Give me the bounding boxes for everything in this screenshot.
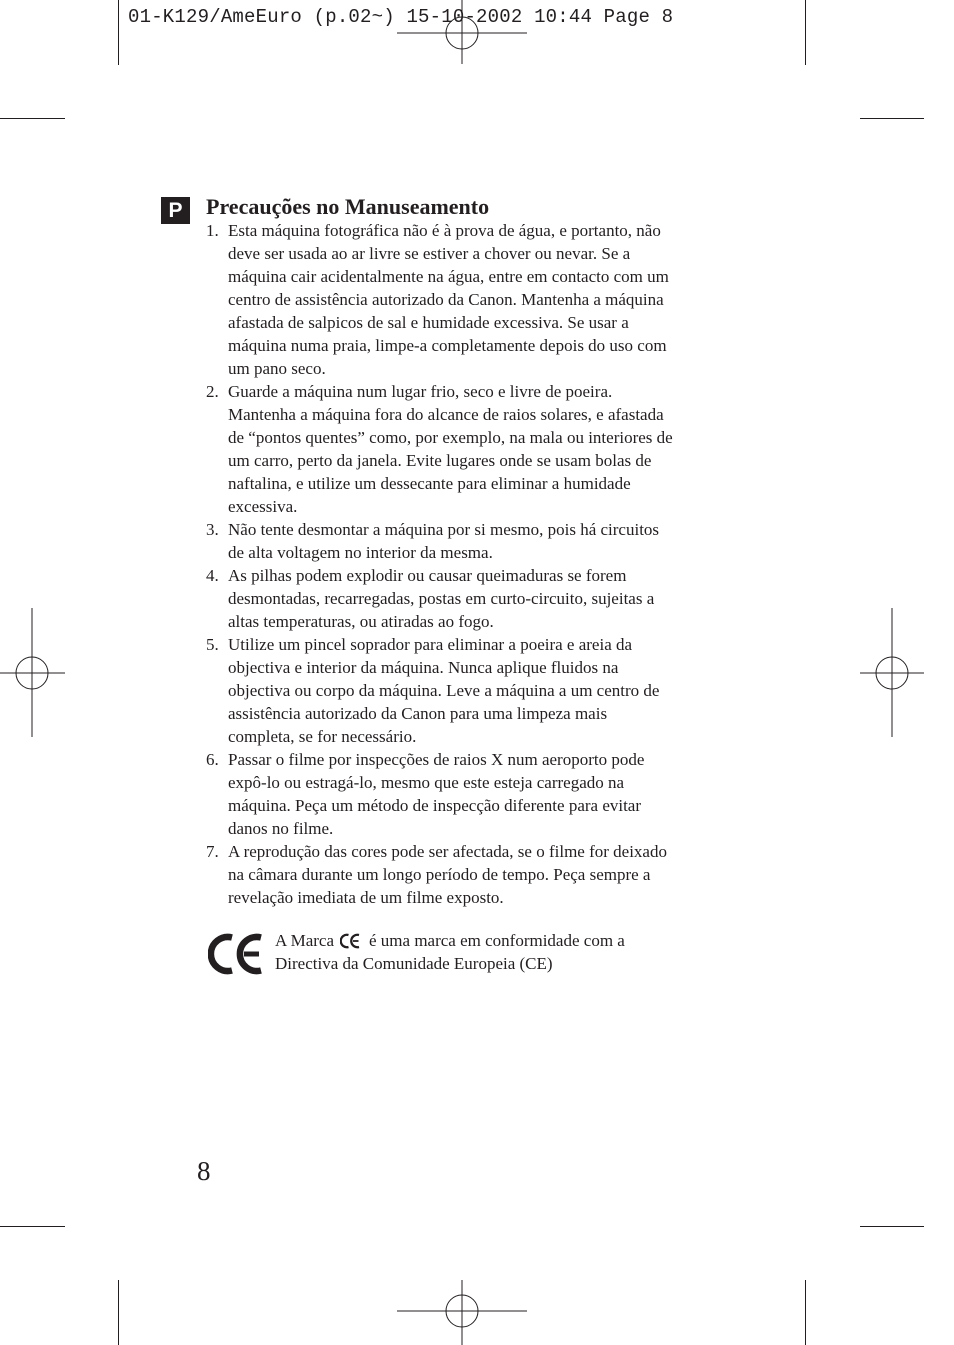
list-item: [206, 748, 736, 840]
page-number: 8: [197, 1156, 211, 1186]
list-item-number: 6.: [206, 750, 219, 769]
list-item: [206, 380, 736, 518]
list-item-text-line: Não tente desmontar a máquina por si mesmo, pois há circuitos: [228, 520, 660, 539]
list-item-number: 4.: [206, 566, 219, 585]
list-item-text-line: Utilize um pincel soprador para eliminar a poeira e areia da: [228, 635, 633, 654]
list-item-number: 5.: [206, 635, 219, 654]
list-item-text-line: na câmara durante um longo período de tempo. Peça sempre a: [228, 865, 651, 884]
crosshair-circle-icon: [860, 608, 924, 737]
list-item-text-line: afastada de salpicos de sal e humidade excessiva. Se usar a: [228, 313, 629, 332]
ce-mark-icon: [208, 933, 265, 975]
list-item-text-line: assistência autorizado da Canon para uma limpeza mais: [228, 704, 608, 723]
list-item-number: 3.: [206, 520, 219, 539]
list-item-text-line: naftalina, e utilize um dessecante para eliminar a humidade: [228, 474, 631, 493]
list-item-text-line: expô-lo ou estragá-lo, mesmo que este esteja carregado na: [228, 773, 625, 792]
list-item-text-line: Esta máquina fotográfica não é à prova de água, e portanto, não: [228, 221, 661, 240]
list-item-text-line: altas temperaturas, ou atiradas ao fogo.: [228, 612, 494, 631]
ce-mark-icon: [340, 933, 361, 949]
list-item-number: 1.: [206, 221, 219, 240]
list-item-text-line: máquina. Peça um método de inspecção diferente para evitar: [228, 796, 642, 815]
list-item-text-line: excessiva.: [228, 497, 298, 516]
list-item-text-line: desmontadas, recarregadas, postas em curto-circuito, sujeitas a: [228, 589, 655, 608]
list-item-text-line: revelação imediata de um filme exposto.: [228, 888, 504, 907]
list-item: [206, 518, 736, 564]
ce-notice-after: é uma marca em conformidade com a: [369, 931, 625, 950]
list-item-text-line: um carro, perto da janela. Evite lugares onde se usam bolas de: [228, 451, 652, 470]
list-item-text-line: A reprodução das cores pode ser afectada, se o filme for deixado: [228, 842, 667, 861]
list-item-text-line: de alta voltagem no interior da mesma.: [228, 543, 493, 562]
crosshair-circle-icon: [397, 0, 527, 64]
list-item: [206, 840, 736, 909]
list-item-text-line: completa, se for necessário.: [228, 727, 417, 746]
list-item-text-line: Guarde a máquina num lugar frio, seco e livre de poeira.: [228, 382, 613, 401]
list-item-text-line: centro de assistência autorizado da Canon. Mantenha a máquina: [228, 290, 664, 309]
ce-notice-line2: Directiva da Comunidade Europeia (CE): [275, 954, 553, 973]
section-title: Precauções no Manuseamento: [206, 194, 490, 219]
list-item-text-line: Mantenha a máquina fora do alcance de raios solares, e afastada: [228, 405, 664, 424]
list-item-text-line: danos no filme.: [228, 819, 334, 838]
ce-notice: [275, 929, 735, 975]
language-badge: P: [161, 197, 190, 224]
list-item-text-line: um pano seco.: [228, 359, 326, 378]
list-item-number: 7.: [206, 842, 219, 861]
list-item-text-line: máquina cair acidentalmente na água, entre em contacto com um: [228, 267, 669, 286]
list-item-text-line: máquina numa praia, limpe-a completamente depois do uso com: [228, 336, 667, 355]
list-item: [206, 219, 736, 380]
list-item-text-line: objectiva e interior da máquina. Nunca aplique fluidos na: [228, 658, 619, 677]
list-item: [206, 633, 736, 748]
list-item-text-line: objectiva ou corpo da máquina. Leve a máquina a um centro de: [228, 681, 660, 700]
crosshair-circle-icon: [0, 608, 65, 737]
list-item-text-line: Passar o filme por inspecções de raios X num aeroporto pode: [228, 750, 645, 769]
list-item-text-line: deve ser usada ao ar livre se estiver a chover ou nevar. Se a: [228, 244, 631, 263]
list-item-text-line: de “pontos quentes” como, por exemplo, na mala ou interiores de: [228, 428, 673, 447]
list-item-number: 2.: [206, 382, 219, 401]
list-item-text-line: As pilhas podem explodir ou causar queimaduras se forem: [228, 566, 627, 585]
precautions-list: [206, 219, 736, 909]
print-slug-line: 01-K129/AmeEuro (p.02~) 15-10-2002 10:44 Page 8: [128, 6, 674, 28]
ce-notice-before: A Marca: [275, 931, 335, 950]
list-item: [206, 564, 736, 633]
crosshair-circle-icon: [397, 1280, 527, 1345]
